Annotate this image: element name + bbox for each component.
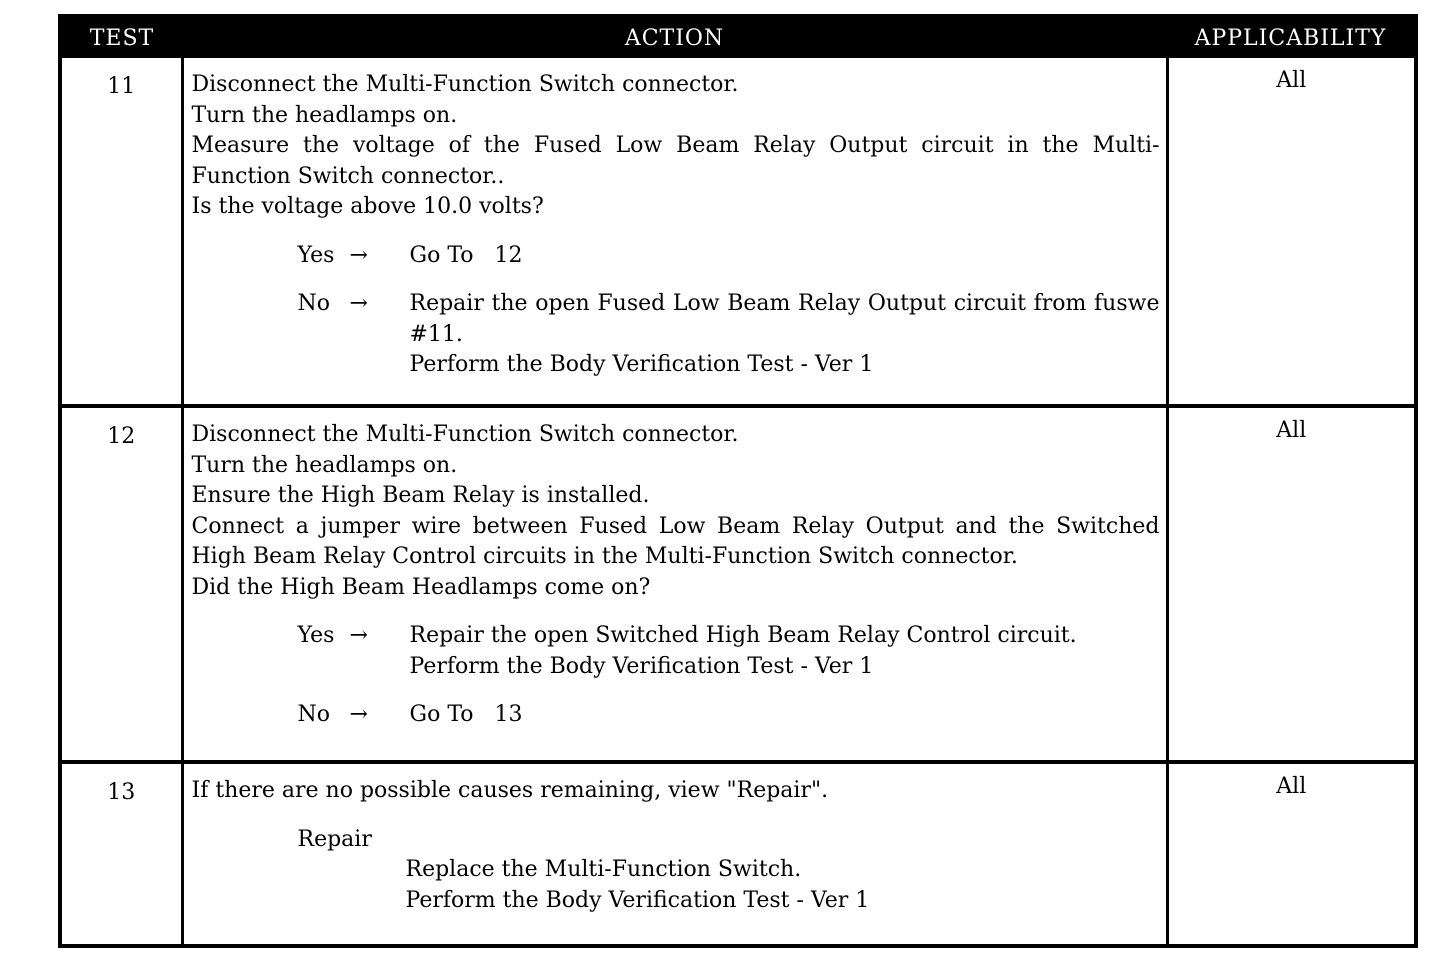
header-test: TEST [62,18,182,58]
action-step: Measure the voltage of the Fused Low Beam Relay Output circuit in the Multi-Function Switch connector.. [191,133,1160,189]
applicability-value: All [1276,68,1307,93]
action-step: Disconnect the Multi-Function Switch connector. [191,422,739,447]
outcome-no-label: No [297,291,330,316]
action-step: Connect a jumper wire between Fused Low Beam Relay Output and the Switched High Beam Relay Control circuits in the Multi-Function Switch connector. [191,513,1160,569]
outcome-yes-result-line: Repair the open Switched High Beam Relay Control circuit. [409,623,1077,648]
outcome-no-result: Go To 13 [409,702,523,727]
outcome-no-label: No [297,702,330,727]
arrow-right-icon: → [349,702,368,727]
header-action: ACTION [182,18,1167,58]
outcome-yes-result-line: Perform the Body Verification Test - Ver 1 [409,653,874,679]
repair-step: Replace the Multi-Function Switch. [405,857,802,882]
action-cell [182,406,1167,762]
repair-step: Perform the Body Verification Test - Ver 1 [405,887,870,913]
outcome-yes-result [410,621,1160,682]
arrow-right-icon: → [349,291,368,316]
action-step: Disconnect the Multi-Function Switch connector. [191,72,739,97]
outcome-yes-label: Yes [297,242,335,268]
outcome-yes [298,621,1160,682]
table-row-test-11 [62,58,1414,406]
action-cell [182,58,1167,406]
action-step: Turn the headlamps on. [191,452,458,478]
table-row-test-13 [62,762,1414,944]
table-header-row [62,18,1414,58]
outcome-no-result [410,289,1160,381]
outcome-yes-result: Go To 12 [409,242,523,268]
test-table [62,18,1414,944]
action-step: Turn the headlamps on. [191,102,458,128]
action-cell [182,762,1167,944]
outcome-no-result-line: Repair the open Fused Low Beam Relay Output circuit from fuswe #11. [409,291,1160,347]
action-step: If there are no possible causes remaining, view "Repair". [191,778,829,803]
outcome-no [298,289,1160,381]
action-question: Did the High Beam Headlamps come on? [191,574,651,600]
test-number: 11 [62,58,182,406]
test-number: 13 [62,762,182,944]
diagnostic-test-table [58,14,1418,948]
outcome-no [298,700,1160,731]
arrow-right-icon: → [349,242,368,268]
action-question: Is the voltage above 10.0 volts? [191,194,544,219]
test-number: 12 [62,406,182,762]
header-applicability: APPLICABILITY [1167,18,1414,58]
outcome-yes [298,241,1160,272]
outcome-yes-label: Yes [297,623,335,648]
repair-title: Repair [297,826,372,852]
repair-block [192,825,1160,917]
applicability-value: All [1167,406,1414,762]
applicability-value: All [1167,762,1414,944]
arrow-right-icon: → [349,623,368,648]
table-row-test-12 [62,406,1414,762]
outcome-no-result-line: Perform the Body Verification Test - Ver 1 [409,352,874,377]
action-step: Ensure the High Beam Relay is installed. [191,483,650,508]
